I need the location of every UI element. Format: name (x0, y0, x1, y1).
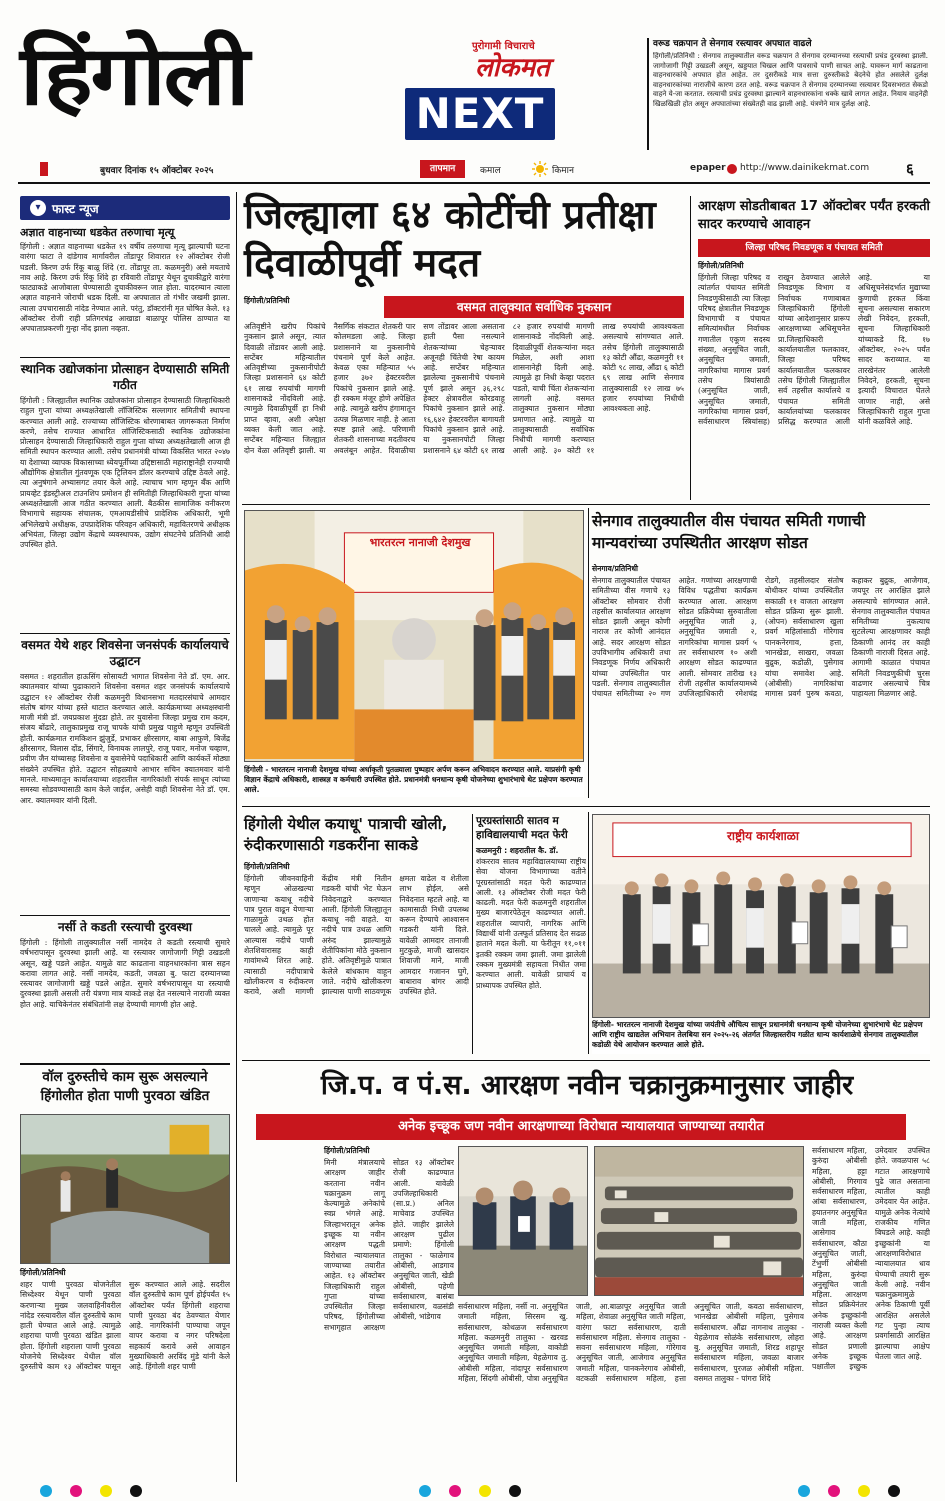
news-body: हिंगोली : अज्ञात वाहनाच्या धडकेत १९ वर्षीय तरुणाचा मृत्यू झाल्याची घटना वारंगा फाटा ते दांडेगाव मार्गावरील तोंडापूर शिवारात १२ ऑक्टोबर रोजी घडली. किरण उर्फ रिंकू बाळू शिंदे (रा. तोंडापूर ता. कळमनुरी) असे मयताचे नाव आहे. किरण उर्फ रिंकू शिंदे हा रविवारी तोंडापूर येथून दुचाकीद्वारे वारंगा फाट्याकडे आजोबाला घेण्यासाठी दुचाकीवरून जात होता. यादरम्यान त्याला अज्ञात वाहनाने जोराची धडक दिली. या अपघातात तो गंभीर जखमी झाला. त्याला उपचारासाठी नांदेड नेण्यात आले. परंतु, डॉक्टरांनी मृत घोषित केले. १३ ऑक्टोबर रोजी राही प्रतिगरचंद्र आखाडा बाळापूर पोलिस ठाण्यात या अपघाताप्रकरणी गुन्हा नोंद झाला नव्हता. (20, 242, 230, 334)
page-number: ६ (906, 160, 914, 178)
purgrast-rule (472, 814, 473, 1054)
chevron-badge-icon: ▾ (30, 200, 46, 216)
reg-mark-group-mid (419, 1485, 521, 1497)
zp-col-left (324, 1146, 454, 1476)
reg-dot-black (888, 1485, 900, 1497)
zp-body-c: सर्वसाधारण महिला, कुरुंदा ओबीसी महिला, हट्टा ओबीसी, गिरगाव सर्वसाधारण महिला, आंबा सर्वसाधारण, हयातनगर अनुसूचित जाती महिला, आसेगाव सर्वसाधारण, कौठा अनुसूचित जाती, टेंभुर्णी ओबीसी महिला, कुरुंदा अनुसूचित जाती महिला. आरक्षण सोडत प्रक्रियेनंतर अनेक इच्छुकांनी नाराजी व्यक्त केली आहे. आरक्षण सोडत प्रणाली अनेक इच्छूक पक्षातील इच्छुक उमेदवार उपस्थित होते. जवळपास ५८ गटात आरक्षणाचे पुढे जात असताना त्यातील काही उमेदवार येत आहेत. यामुळे अनेक नेत्यांचे राजकीय गणित बिघडले आहे. काही इच्छुकांनी या आरक्षणाविरोधात न्यायालयात धाव घेण्याची तयारी सुरू केली आहे. नवीन चक्रानुक्रमामुळे अनेक ठिकाणी पूर्वी आरक्षित असलेले गट पुन्हा त्याच प्रवर्गासाठी आरक्षित झाल्याचा आक्षेप घेतला जात आहे. (812, 1146, 930, 1372)
photo-caption: हिंगोली - भारतरत्न नानाजी देशमुख यांच्या अर्धाकृती पुतळ्याला पुष्पहार अर्पण करून अभिवादन करण्यात आले. याप्रसंगी कृषी विज्ञान केंद्राचे अधिकारी, शास्त्रज्ञ व कर्मचारी उपस्थित होते. प्रधानमंत्री धनधान्य कृषी योजनेच्या शुभारंभाचे थेट प्रक्षेपण करण्यात आले. (244, 765, 584, 797)
photo-nanaji (244, 510, 584, 798)
reg-dot-yellow (100, 1485, 112, 1497)
purgrast-body: शंकरराव सातव महाविद्यालयाच्या राष्ट्रीय सेवा योजना विभागाच्या वतीने पूरग्रस्तांसाठी मदत फेरी काढण्यात आली. १३ ऑक्टोबर रोजी मदत फेरी काढली. मदत फेरी कळमनुरी शहरातील मुख्य बाजारपेठेतून काढण्यात आली. शहरातील व्यापारी, नागरिक आणि विद्यार्थी यांनी उत्स्फूर्त प्रतिसाद देत सढळ हाताने मदत केली. या फेरीतून ११,०११ इतकी रक्कम जमा झाली. जमा झालेली रक्कम मुख्यमंत्री सहायता निधीत जमा करण्यात आली. यावेळी प्राचार्य व प्राध्यापक उपस्थित होते. (476, 857, 586, 990)
epaper-label: epaper (690, 163, 726, 173)
news-divider (20, 357, 230, 358)
sengaon-headline: सेनगाव तालुक्यातील वीस पंचायत समिती गणाची मान्यवरांच्या उपस्थितीत आरक्षण सोडत (592, 512, 866, 552)
news-body: वसमत : शहरातील हाऊसिंग सोसायटी भागात शिवसेना नेते डॉ. एम. आर. क्यातमवार यांच्या पुढाकाराने शिवसेना वसमत शहर जनसंपर्क कार्यालयाचे उद्घाटन १२ ऑक्टोबर रोजी कळमनुरी विधानसभा मतदारसंघाचे आमदार संतोष बांगर यांच्या हस्ते थाटात करण्यात आले. कार्यक्रमाच्या अध्यक्षस्थानी माजी मंत्री डॉ. जयप्रकाश मुंदडा होते. तर युवासेना जिल्हा प्रमुख राम कदम, संजय बोंढारे, तालुकाप्रमुख राजू चापके यांची प्रमुख पाहुणे म्हणून उपस्थिती होती. कार्यक्रमात रामकिशन झुंजुर्डे, प्रभाकर क्षीरसागर, बाबा आफुणे, बिजेंद्र क्षीरसागर, विलास दोंड, सिंगारे, विनायक लालपुरे, राजू पवार, मनोज चव्हाण, प्रवीण जैन यांच्यासह शिवसेना व युवासेनेचे पदाधिकारी आणि कार्यकर्ते मोठ्या संख्येने उपस्थित होते. उद्घाटन सोहळ्याचे आभार सचिन क्यातमवार यांनी मानले. माध्यमातून कार्यालयाच्या शहरातील नागरिकांशी संपर्क साधून त्यांच्या समस्या सोडवण्यासाठी काम केले जाईल, असेही वाही शिवसेना नेते डॉ. एम. आर. क्यातमवार यांनी दिली. (20, 672, 230, 805)
photo-workshop (592, 814, 930, 1054)
lead-band: वसमत तालुक्यात सर्वाधिक नुकसान (384, 296, 684, 318)
lead-byline: हिंगोली/प्रतिनिधी (244, 296, 290, 305)
brief-headline: वरूड चक्रपान ते सेनगाव रस्त्यावर अपघात वाढले (653, 39, 812, 49)
weather-label: तापमान (420, 160, 465, 178)
sun-icon (532, 161, 548, 177)
wall-body: शहर पाणी पुरवठा योजनेतील सिध्देश्वर येथून पाणी पुरवठा करणाऱ्या मुख्य जलवाहिनीवरील नांदेड रस्त्यावरील वॉल दुरुस्तीचे काम हाती घेण्यात आले आहे. त्यामुळे शहराचा पाणी पुरवठा खंडित झाला होता. हिंगोली शहराला पाणी पुरवठा योजनेचे सिध्देश्वर येथील वॉल दुरुस्तीचे काम १३ ऑक्टोबर पासून सुरू करण्यात आले आहे. सदरील वॉल दुरुस्तीचे काम पूर्ण होईपर्यंत १५ ऑक्टोबर पर्यंत हिंगोली शहराचा पाणी पुरवठा बंद ठेवण्यात येणार आहे. नागरिकांनी पाण्याचा जपून वापर करावा व नगर परिषदेला सहकार्य करावे असे आवाहन मुख्याधिकारी अरविंद मुंडे यांनी केले आहे. हिंगोली शहर पाणी (20, 1280, 230, 1372)
reg-dot-cyan (40, 1485, 52, 1497)
left-column-rule (236, 192, 237, 1482)
event-photo (244, 510, 584, 762)
top-brief (653, 38, 928, 150)
reg-dot-cyan (798, 1485, 810, 1497)
date-line: बुधवार दिनांक १५ ऑक्टोबर २०२५ (100, 166, 214, 176)
lead-headline: जिल्ह्याला ६४ कोटींची प्रतीक्षा दिवाळीपूर्वी मदत (244, 193, 656, 286)
news-headline: स्थानिक उद्योजकांना प्रोत्साहन देण्यासाठी समिती गठीत (20, 362, 230, 392)
sengaon-byline: सेनगाव/प्रतिनिधी (592, 564, 639, 573)
section-rule-1 (242, 504, 930, 505)
purgrast-story (476, 814, 586, 1054)
photo-banner-text: भारतरत्न नानाजी देशमुख (369, 536, 471, 549)
news-divider (20, 633, 230, 634)
sengaon-body: सेनगाव तालुक्यातील पंचायत समितीच्या वीस गणाचे १३ ऑक्टोबर सोमवार रोजी तहसील कार्यालयात आरक्षण सोडत झाली असून कोणी नाराज तर कोणी आनंदात आहे. सदर आरक्षण सोडत उपविभागीय अधिकारी तथा निवडणूक निर्णय अधिकारी यांच्या उपस्थितीत पार पडली. सेनगाव तालुक्यातील पंचायत समितीच्या २० गण आहेत. गणांच्या आरक्षणाची विविध पद्धतीचा कार्यक्रम करण्यात आला. आरक्षण सोडत प्रक्रियेच्या सुरुवातीला अनुसूचित जाती ३, अनुसूचित जमाती २, नागरिकांचा मागास प्रवर्ग ५ तर सर्वसाधारण १० अशी आरक्षण सोडत काढण्यात आली. सोमवार तारीख १३ रोजी तहसील कार्यालयामध्ये उपजिल्हाधिकारी रमेशचंद्र रोडगे, तहसीलदार संतोष बोथीकर यांच्या उपस्थितीत सकाळी ११ वाजता आरक्षण सोडत प्रक्रिया सुरू झाली. (ओपन) सर्वसाधारण खुला प्रवर्ग महिलांसाठी गोरेगाव पानकनेरगाव, हत्ता, भानखेडा, साखरा, जवळा बुद्रुक, कडोळी, पुसेगाव यांचा समावेश आहे. (ओबीसी) नागरिकांचा मागास प्रवर्ग पुरुष कवठा, कहाकर बुद्रुक, आजेगाव, जयपूर तर आरक्षित झाले असल्याचे सांगण्यात आले. सेनगाव तालुक्यातील पंचायत समितीच्या नुकत्याच सुटलेल्या आरक्षणावर काही ठिकाणी आनंद तर काही ठिकाणी नाराजी दिसत आहे. आगामी काळात पंचायत समिती निवडणुकीची चुरस वाढणार असल्याचे चित्र पाहायला मिळणार आहे. (592, 576, 930, 699)
reservation-objection-story (698, 198, 930, 500)
kayadhu-headline: हिंगोली येथील कयाधू' पात्राची खोली, रुंदीकरणासाठी गडकरींना साकडे (244, 815, 448, 854)
registration-marks (40, 1484, 900, 1498)
strip-bottom-rule (18, 182, 930, 184)
purgrast-headline: पूरग्रस्तांसाठी सातव म हाविद्यालयाची मदत फेरी (476, 815, 568, 841)
reg-dot-black (130, 1485, 142, 1497)
photo-caption: हिंगोली- भारतरत्न नानाजी देशमुख यांच्या जयंतीचे औचित्य साधून प्रधानमंत्री धनधान्य कृषी योजनेच्या शुभारंभाचे थेट प्रक्षेपण आणि राष्ट्रीय खाद्यतेल अभियान तेलबिया सन २०२५-२६ अंतर्गत जिल्हास्तरीय गळीत धान्य कार्यशाळेचे सेनगाव तालुक्यातील कडोळी येथे आयोजन करण्यात आले होते. (592, 1020, 930, 1054)
purgrast-byline: कळमनुरी : शहरातील कै. डॉ. (476, 846, 559, 855)
photo-banner-text: राष्ट्रीय कार्यशाळा (726, 829, 800, 843)
kayadhu-story (244, 814, 469, 1054)
epaper-url[interactable]: http://www.dainikekmat.com (740, 163, 870, 173)
reg-dot-black (509, 1485, 521, 1497)
lead-story (244, 192, 684, 500)
fast-news-header (20, 196, 230, 220)
kayadhu-body: हिंगोली जीवनवाहिनी म्हणून ओळखल्या जाणाऱ्या कयाधू नदीचे पात्र पुरात वाढून येणाऱ्या गाळामुळे उथळ होत चालले आहे. त्यामुळे पूर आल्यास नदीचे पाणी शेतशिवारासह काही गावांमध्ये शिरत आहे. त्यासाठी नदीपात्राचे खोलीकरण व रुंदीकरण करावे, अशी मागणी केंद्रीय मंत्री नितीन गडकरी यांची भेट घेऊन निवेदनाद्वारे करण्यात आली. हिंगोली जिल्ह्यातून कयाधू नदी वाहते. या नदीचे पात्र उथळ आणि अरुंद झाल्यामुळे शेतीपिकांना मोठे नुकसान होते. अतिवृष्टीमुळे पात्रात केलेले बांधकाम वाहून जाते. नदीचे खोलीकरण झाल्यास पाणी साठवणूक क्षमता वाढेल व शेतीला लाभ होईल, असे निवेदनात म्हटले आहे. या कामासाठी निधी उपलब्ध करून देण्याचे आश्वासन गडकरी यांनी दिले. यावेळी आमदार तानाजी मुटकुळे, माजी खासदार शिवाजी माने, माजी आमदार गजानन घुगे, बाबाराव बांगर आदी उपस्थित होते. (244, 874, 469, 997)
zp-body-a: मिनी मंत्रालयाचे आरक्षण जाहीर करताना नवीन चक्रानुक्रम लागू केल्यामुळे अनेकांचे स्वप्न भंगले आहे. जिल्हाभरातून अनेक इच्छूक या नवीन आरक्षण पद्धती विरोधात न्यायालयात जाण्याच्या तयारीत आहेत. १३ ऑक्टोबर जिल्हाधिकारी राहुल गुप्ता यांच्या उपस्थितीत जिल्हा परिषद, हिंगोलीच्या सभागृहात आरक्षण सोडत १३ ऑक्टोबर रोजी काढण्यात आली. यावेळी उपजिल्हाधिकारी (सा.प्र.) अनिल माचेवाड उपस्थित होते. जाहीर झालेले आरक्षण पुढील प्रमाणे: हिंगोली तालुका - फाळेगाव ओबीसी, आडगाव अनुसूचित जाती, खेडी ओबीसी, पहेणी सर्वसाधारण, बासंबा सर्वसाधारण, वळसंडी ओबीसी, भांडेगाव (324, 1158, 454, 1332)
zp-body-b: सर्वसाधारण महिला, नर्सी ना. अनुसूचित जमाती महिला, सिरसम खु. सर्वसाधारण, कोथळज सर्वसाधारण महिला. कळमनुरी तालुका - खरवड अनुसूचित जमाती महिला, वाकोडी अनुसूचित जमाती महिला, येहळेगाव तु. ओबीसी महिला, नांदापूर सर्वसाधारण महिला, सिंदगी ओबीसी, पोत्रा अनुसूचित जाती, आ.बाळापूर अनुसूचित जाती महिला, शेवाळा अनुसूचित जाती महिला, वारंगा फाटा सर्वसाधारण, दाती सर्वसाधारण महिला. सेनगाव तालुका - सवना सर्वसाधारण महिला, गोरेगाव अनुसूचित जाती, आजेगाव अनुसूचित जमाती महिला, पानकनेरगाव ओबीसी, वटकळी सर्वसाधारण महिला, हत्ता अनुसूचित जाती, कवठा सर्वसाधारण, भानखेडा ओबीसी महिला, पुसेगाव सर्वसाधारण. औंढा नागनाथ तालुका - येहळेगाव सोळंके सर्वसाधारण, लोहरा बु. अनुसूचित जमाती, शिरड शहापूर सर्वसाधारण महिला, जवळा बाजार सर्वसाधारण, पुरजळ ओबीसी महिला. वसमत तालुका - पांगरा शिंदे (458, 1302, 804, 1384)
reg-mark-group-right (798, 1485, 900, 1497)
zp-headline: जि.प. व पं.स. आरक्षण नवीन चक्रानुक्रमानुसार जाहीर (320, 1070, 854, 1101)
sengaon-rule (588, 508, 589, 798)
masthead-title: हिंगोली (20, 29, 248, 124)
right-top-band: जिल्हा परिषद निवडणूक व पंचायत समिती (698, 239, 930, 257)
fast-news-item (20, 226, 230, 354)
news-body: हिंगोली : जिल्ह्यातील स्थानिक उद्योजकांना प्रोत्साहन देण्यासाठी जिल्हाधिकारी राहुल गुप्ता यांच्या अध्यक्षतेखाली लॉजिस्टिक सल्लागार समितीची स्थापना करण्यात आली आहे. राज्याच्या लॉजिस्टिक धोरणाबाबत जागरूकता निर्माण करणे, तसेच राज्यात आधारित लॉजिस्टिकसाठी स्थानिक उद्योजकांना प्रोत्साहन देण्यासाठी जिल्हाधिकारी राहुल गुप्ता यांच्या अध्यक्षतेखाली आज ही समिती स्थापन करण्यात आली. तसेच प्रधानमंत्री यांच्या विकसित भारत २०४७ या देशाच्या व्यापक विकासाच्या ध्येयपूर्तीच्या उद्दिष्टासाठी महाराष्ट्रानेही राज्याची औद्योगिक क्षेत्रातील गुंतवणूक एक ट्रिलियन डॉलर करण्याचे उद्दिष्ट ठेवले आहे. त्या अनुषंगाने अभ्यासगट तयार केले आहे. त्याचाच भाग म्हणून बँक आणि प्रायव्हेट इंडस्ट्रीअल टाउनशिप प्रमोशन ही समितीही जिल्हाधिकारी गुप्ता यांच्या अध्यक्षतेखाली आज गठीत करण्यात आली. बैठकीस सामाजिक वनीकरण विभागाचे सहायक संचालक, एमआयडीसीचे प्रादेशिक अधिकारी, भूमी अभिलेखचे अधीक्षक, उपप्रादेशिक परिवहन अधिकारी, महावितरणचे अधीक्षक अभियंता, जिल्हा उद्योग केंद्राचे व्यवस्थापक, उद्योग संघटनेचे प्रतिनिधी आदी उपस्थित होते. (20, 396, 230, 550)
reg-dot-cyan (419, 1485, 431, 1497)
news-divider (20, 915, 230, 916)
reg-dot-yellow (858, 1485, 870, 1497)
zp-photo-hall (594, 1146, 804, 1296)
kayadhu-byline: हिंगोली/प्रतिनिधी (244, 862, 290, 871)
epaper-icon (727, 164, 737, 174)
photo2-rule (588, 812, 589, 1054)
min-label: किमान (552, 166, 574, 176)
strip-left-bar (40, 162, 48, 176)
reg-dot-magenta (449, 1485, 461, 1497)
section-rule-3 (242, 1060, 930, 1061)
masthead-next: NEXT (405, 88, 555, 140)
fast-news-item (20, 637, 230, 912)
right-top-headline: आरक्षण सोडतीबाबत 17 ऑक्टोबर पर्यंत हरकती सादर करण्याचे आवाहन (698, 199, 930, 232)
lead-body: अतिवृष्टीने खरीप पिकांचे नुकसान झाले असून, त्यात दिवाळी तोंडावर आली आहे. सप्टेंबर महिन्यातील अतिवृष्टीच्या नुकसानीपोटी जिल्हा प्रशासनाने ६४ कोटी ६१ लाख रुपयांची मागणी शासनाकडे नोंदविली आहे. त्यामुळे दिवाळीपूर्वी हा निधी प्राप्त व्हावा, अशी अपेक्षा व्यक्त केली जात आहे. सप्टेंबर महिन्यात जिल्ह्यात दोन वेळा अतिवृष्टी झाली. या नैसर्गिक संकटात शेतकरी पार कोलमडला आहे. जिल्हा प्रशासनाने या नुकसानीचे पंचनामे पूर्ण केले आहेत. केवळ एका महिन्यात ५५ हजार ३७२ हेक्टरवरील पिकांचे नुकसान झाले आहे. ही रक्कम मंजूर होणे अपेक्षित आहे. त्यामुळे खरीप हंगामातून उत्पन्न मिळणार नाही. हे आता स्पष्ट झाले आहे. परिणामी शेतकरी शासनाच्या मदतीवरच अवलंबून आहेत. दिवाळीचा सण तोंडावर आला असताना हाती पैसा नसल्याने शेतकऱ्यांच्या चेहऱ्यावर अजूनही चिंतेची रेषा कायम आहे. सप्टेंबर महिन्यात झालेल्या नुकसानीचे पंचनामे पूर्ण झाले असून ३६,२९८ हेक्टर क्षेत्रावरील कोरडवाहू पिकांचे नुकसान झाले आहे. १६,६४२ हेक्टरवरील बागायती पिकांचे नुकसान झाले आहे. या नुकसानपोटी जिल्हा प्रशासनाने ६४ कोटी ६१ लाख ८२ हजार रुपयांची मागणी शासनाकडे नोंदविली आहे. दिवाळीपूर्वी शेतकऱ्यांना मदत मिळेल, अशी आशा शासनानेही दिली आहे. त्यामुळे हा निधी केव्हा पदरात पडतो, याची चिंता शेतकऱ्यांना लागली आहे. वसमत तालुक्यात नुकसान मोठ्या प्रमाणात आहे. त्यामुळे या तालुक्यासाठी सर्वाधिक निधीची मागणी करण्यात आली आहे. ३० कोटी ११ लाख रुपयांची आवश्यकता असल्याचे सांगण्यात आले. तसेच हिंगोली तालुक्यासाठी १३ कोटी औंढा, कळमनुरी ११ कोटी ९८ लाख, औंढा ६ कोटी ६९ लाख आणि सेनगाव तालुक्यासाठी १२ लाख ७५ हजार रुपयांच्या निधीची आवश्यकता आहे. (244, 322, 684, 455)
wall-top-rule (20, 1063, 230, 1065)
reg-dot-magenta (70, 1485, 82, 1497)
fast-news-label: फास्ट न्यूज (52, 201, 99, 216)
sengaon-story (592, 510, 930, 798)
news-headline: अज्ञात वाहनाच्या धडकेत तरुणाचा मृत्यू (20, 226, 175, 239)
masthead-brand: लोकमत (475, 53, 550, 83)
reg-dot-yellow (479, 1485, 491, 1497)
news-headline: वसमत येथे शहर शिवसेना जनसंपर्क कार्यालयाचे उद्घाटन (21, 638, 229, 668)
wall-byline: हिंगोली/प्रतिनिधी (20, 1268, 66, 1277)
max-label: कमाल (480, 166, 501, 176)
zp-byline: हिंगोली/प्रतिनिधी (324, 1146, 370, 1155)
workshop-photo (592, 814, 930, 1018)
brief-left-rule (647, 38, 649, 150)
brief-body: हिंगोली/प्रतिनिधी : सेनगाव तालुक्यातील वरूड चक्रपान ते सेनगाव दरम्यानच्या रस्त्याची प्रचंड दुरवस्था झाली. जागोजागी गिट्टी उखडली असून, खड्डयात चिखल आणि पावसाचे पाणी साचत आहे. यावरून मार्ग काढताना वाहनधारकांचे अपघात होत आहेत. तर दुसरीकडे मात्र सत्ता दुरुस्तीकडे बेदनेचे होत असलेले दुर्लक्ष वाहनधारकांच्या नाराजीचे कारण ठरत आहे. वरूड चक्रपान ते सेनगाव दरम्यानच्या रस्त्यावर दिवसभरात सेकडो वाहने ये-जा करतात. रस्त्याची प्रचंड दुरवस्था झाल्याने वाहनधारकांना धक्के खावे लागत आहेत. नियाय वाहनेही खिळखिळी होत असून अपघातांच्या संख्येतही वाढ झाली आहे. यंत्रणेने मात्र दुर्लक्ष आहे. (653, 52, 928, 108)
reg-dot-magenta (828, 1485, 840, 1497)
reg-mark-group-left (40, 1485, 142, 1497)
wall-photo (20, 1114, 230, 1264)
right-top-body: हिंगोली जिल्हा परिषद व त्यांतर्गत पंचायत समिती निवडणुकीसाठी त्या जिल्हा परिषद क्षेत्रातील निवडणूक विभागाची व पंचायत समित्यांमधील निर्वाचक गणातील एकूण सदस्य संख्या, अनुसूचित जाती, अनुसूचित जमाती, नागरिकांचा मागास प्रवर्ग तसेच त्रियांसाठी (अनुसूचित जाती, अनुसूचित जमाती, नागरिकांचा मागास प्रवर्ग, सर्वसाधारण स्त्रियांसह) राखून ठेवण्यात आलेले निवडणूक विभाग व निर्वाचक गणाबाबत जिल्हाधिकारी हिंगोली यांच्या आदेशानुसार प्रारूप आरक्षणाच्या अधिसूचनेत प्रा.जिल्हाधिकारी कार्यालयातील फलकावर, जिल्हा परिषद कार्यालयातील फलकावर तसेच हिंगोली जिल्ह्यातील सर्व तहसील कार्यालये व पंचायत समिती कार्यालयांच्या फलकावर प्रसिद्ध करण्यात आली आहे. या अधिसूचनेसंदर्भात मुद्याच्या कुणाची हरकत किंवा सूचना असल्यास सकारण लेखी निवेदन, हरकती, सूचना जिल्हाधिकारी यांच्याकडे दि. १७ ऑक्टोबर, २०२५ पर्यंत सादर कराव्यात. या तारखेनंतर आलेली निवेदने, हरकती, सूचना इत्यादी विचारात घेतले जाणार नाही, असे जिल्हाधिकारी राहुल गुप्ता यांनी कळविले आहे. (698, 273, 930, 427)
news-body: हिंगोली : हिंगोली तालुक्यातील नर्सी नामदेव ते कडती रस्त्याची सुमारे वर्षभरापासून दुरवस्था झाली आहे. या रस्त्यावर जागोजागी गिट्टी उखडली असून, खड्डे पडले आहेत. यामुळे वाट काढताना वाहनधारकांना त्रास सहन करावा लागत आहे. नर्सी नामदेव, कडती, जवळा बु. फाटा दरम्यानच्या रस्त्यावर जागोजागी खड्डे पडले आहेत. सुमारे वर्षभरापासून या रस्त्याची दुरवस्था झाली असली तरी यंत्रणा मात्र याकडे लक्ष देत नसल्याने नाराजी व्यक्त होत आहे. याचिकेनंतर संबंधितांनी लक्ष देण्याची मागणी होत आहे. (20, 938, 230, 1009)
masthead-tagline: पुरोगामी विचाराचे (472, 41, 535, 52)
right-top-rule (690, 196, 691, 500)
masthead (20, 18, 645, 148)
zp-band: अनेक इच्छूक जण नवीन आरक्षणाच्या विरोधात न्यायालयात जाण्याच्या तयारीत (256, 1114, 906, 1140)
section-rule-2 (242, 806, 930, 807)
fast-news-item (20, 919, 230, 1036)
wall-story (20, 1068, 230, 1478)
fast-news-item (20, 361, 230, 630)
right-top-byline: हिंगोली/प्रतिनिधी (698, 261, 744, 270)
zp-story (244, 1066, 930, 1478)
zp-photo-meeting (458, 1146, 588, 1296)
wall-headline: वॉल दुरुस्तीचे काम सुरू असल्याने हिंगोलीत होता पाणी पुरवठा खंडित (40, 1069, 210, 1104)
news-headline: नर्सी ते कडती रस्त्याची दुरवस्था (57, 920, 193, 934)
date-strip (0, 158, 945, 180)
